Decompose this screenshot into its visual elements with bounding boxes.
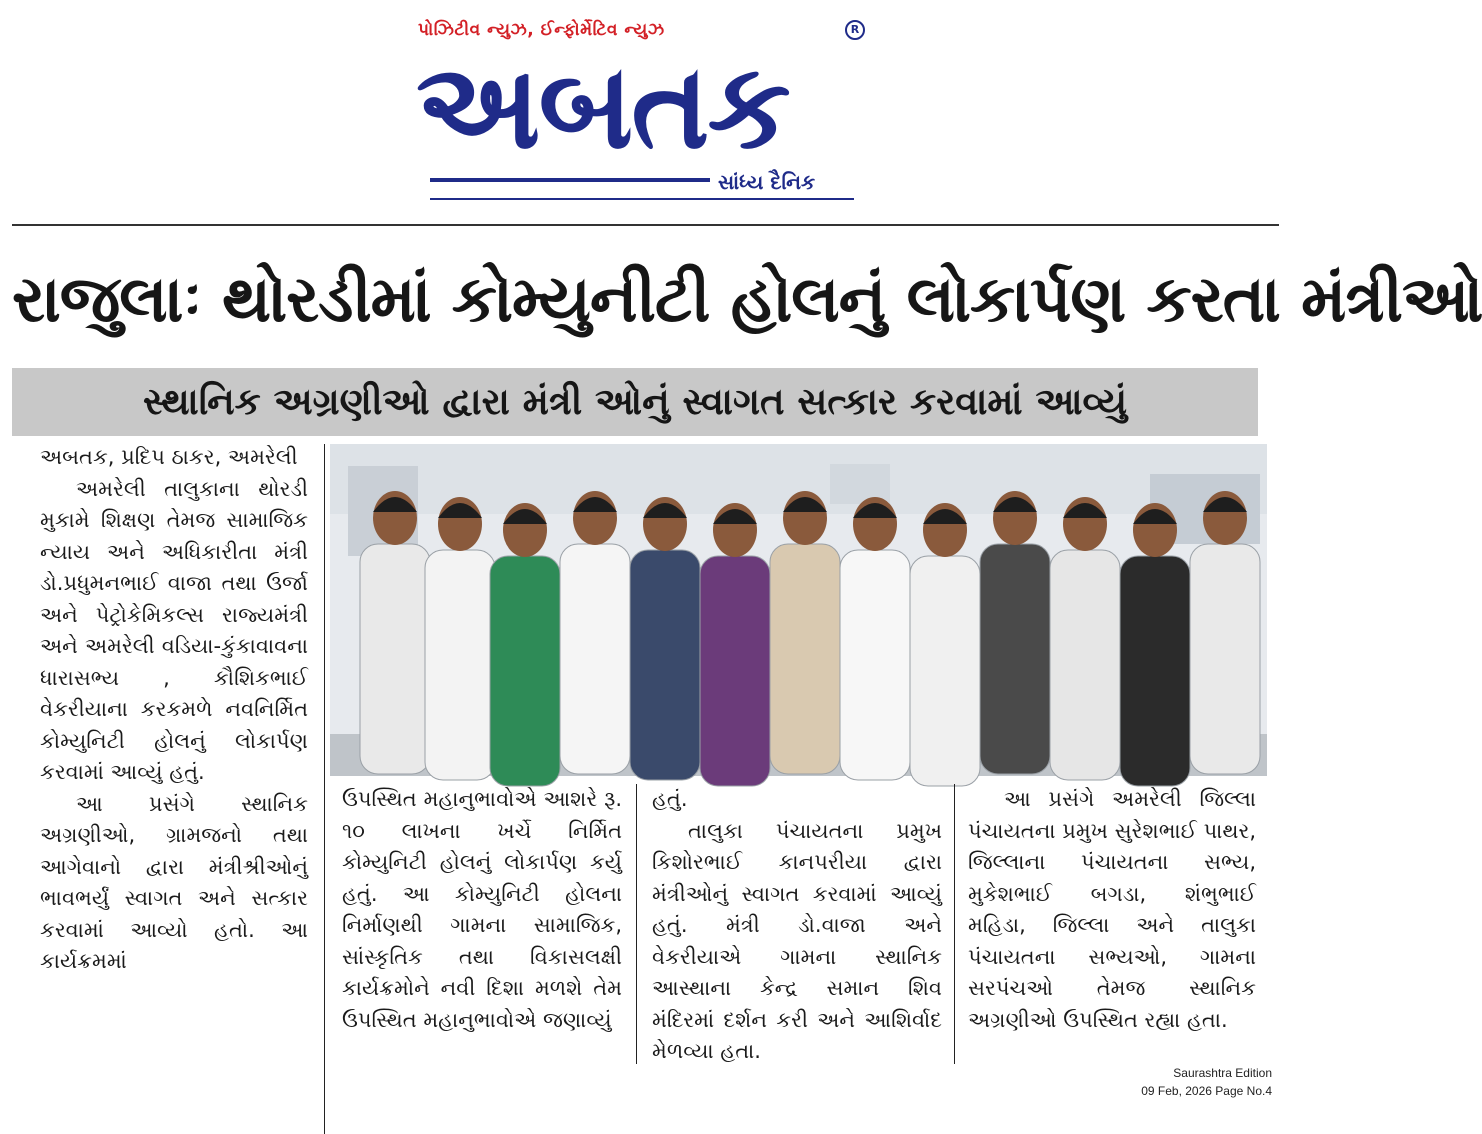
person-body (1120, 556, 1190, 786)
column-divider (636, 784, 637, 1064)
article-column-1 (40, 442, 308, 978)
person-body (425, 550, 495, 780)
person-body (360, 544, 430, 774)
paragraph: અમરેલી તાલુકાના થોરડી મુકામે શિક્ષણ તેમજ સામાજિક ન્યાય અને અધિકારીતા મંત્રી ડો.પ્રધુમનભાઈ વાજા તથા ઉર્જા અને પેટ્રોકેમિકલ્સ રાજ્યમંત્રી અને અમરેલી વડિયા-કુંકાવાવના ધારાસભ્ય , કૌશિકભાઈ વેકરીયાના કરકમળે નવનિર્મિત કોમ્યુનિટી હોલનું લોકાર્પણ કરવામાં આવ્યું હતું. (40, 476, 308, 784)
article-subheadline: સ્થાનિક અગ્રણીઓ દ્વારા મંત્રી ઓનું સ્વાગત સત્કાર કરવામાં આવ્યું (12, 368, 1258, 436)
masthead (0, 0, 1279, 225)
article-column-3 (652, 784, 942, 1068)
person-body (770, 544, 840, 774)
column-divider (954, 784, 955, 1064)
person-body (840, 550, 910, 780)
person-body (980, 544, 1050, 774)
paragraph: હતું. (652, 787, 688, 811)
masthead-tagline: પોઝિટીવ ન્યુઝ, ઈન્ફોર્મેટિવ ન્યુઝ (418, 20, 665, 40)
masthead-subbrand: સાંધ્ય દૈનિક (718, 170, 816, 194)
group-photo-icon (330, 444, 1267, 776)
person-body (1190, 544, 1260, 774)
article-photo (330, 444, 1267, 776)
person-body (700, 556, 770, 786)
registered-mark-icon: R (845, 20, 865, 40)
paragraph: આ પ્રસંગે સ્થાનિક અગ્રણીઓ, ગ્રામજનો તથા આગેવાનો દ્વારા મંત્રીશ્રીઓનું ભાવભર્યું સ્વાગત અને સત્કાર કરવામાં આવ્યો હતો. આ કાર્યક્રમમાં (40, 791, 308, 973)
paragraph: ઉપસ્થિત મહાનુભાવોએ આશરે રૂ. ૧૦ લાખના ખર્ચે નિર્મિત કોમ્યુનિટી હોલનું લોકાર્પણ કર્યુ હતું. આ કોમ્યુનિટી હોલના નિર્માણથી ગામના સામાજિક, સાંસ્કૃતિક તથા વિકાસલક્ષી કાર્યક્રમોને નવી દિશા મળશે તેમ ઉપસ્થિત મહાનુભાવોએ જણાવ્યું (342, 787, 622, 1032)
person-body (1050, 550, 1120, 780)
paragraph: આ પ્રસંગે અમરેલી જિલ્લા પંચાયતના પ્રમુખ સુરેશભાઈ પાથર, જિલ્લાના પંચાયતના સભ્ય, મુકેશભાઈ બગડા, શંભુભાઈ મહિડા, જિલ્લા અને તાલુકા પંચાયતના સભ્યઓ, ગામના સરપંચઓ તેમજ સ્થાનિક અગ્રણીઓ ઉપસ્થિત રહ્યા હતા. (968, 787, 1256, 1032)
logo-underline (430, 178, 710, 182)
masthead-divider (12, 224, 1279, 226)
person-body (910, 556, 980, 786)
logo-rule (430, 198, 854, 200)
person-body (630, 550, 700, 780)
column-divider (324, 444, 325, 1134)
article-column-4 (968, 784, 1256, 1036)
article-headline: રાજુલાઃ થોરડીમાં કોમ્યુનીટી હોલનું લોકાર્પણ કરતા મંત્રીઓ (12, 263, 1482, 337)
person-body (490, 556, 560, 786)
paragraph: તાલુકા પંચાયતના પ્રમુખ કિશોરભાઈ કાનપરીયા દ્વારા મંત્રીઓનું સ્વાગત કરવામાં આવ્યું હતું. મંત્રી ડો.વાજા અને વેકરીયાએ ગામના સ્થાનિક આસ્થાના કેન્દ્ર સમાન શિવ મંદિરમાં દર્શન કરી અને આશિર્વાદ મેળવ્યા હતા. (652, 818, 942, 1063)
newspaper-logo: અબતક (416, 37, 789, 175)
article-column-2 (342, 784, 622, 1036)
footer-date-page: 09 Feb, 2026 Page No.4 (1141, 1084, 1272, 1098)
person-body (560, 544, 630, 774)
byline: અબતક, પ્રદિપ ઠાકર, અમરેલી (40, 445, 298, 469)
footer-edition: Saurashtra Edition (1173, 1066, 1272, 1080)
